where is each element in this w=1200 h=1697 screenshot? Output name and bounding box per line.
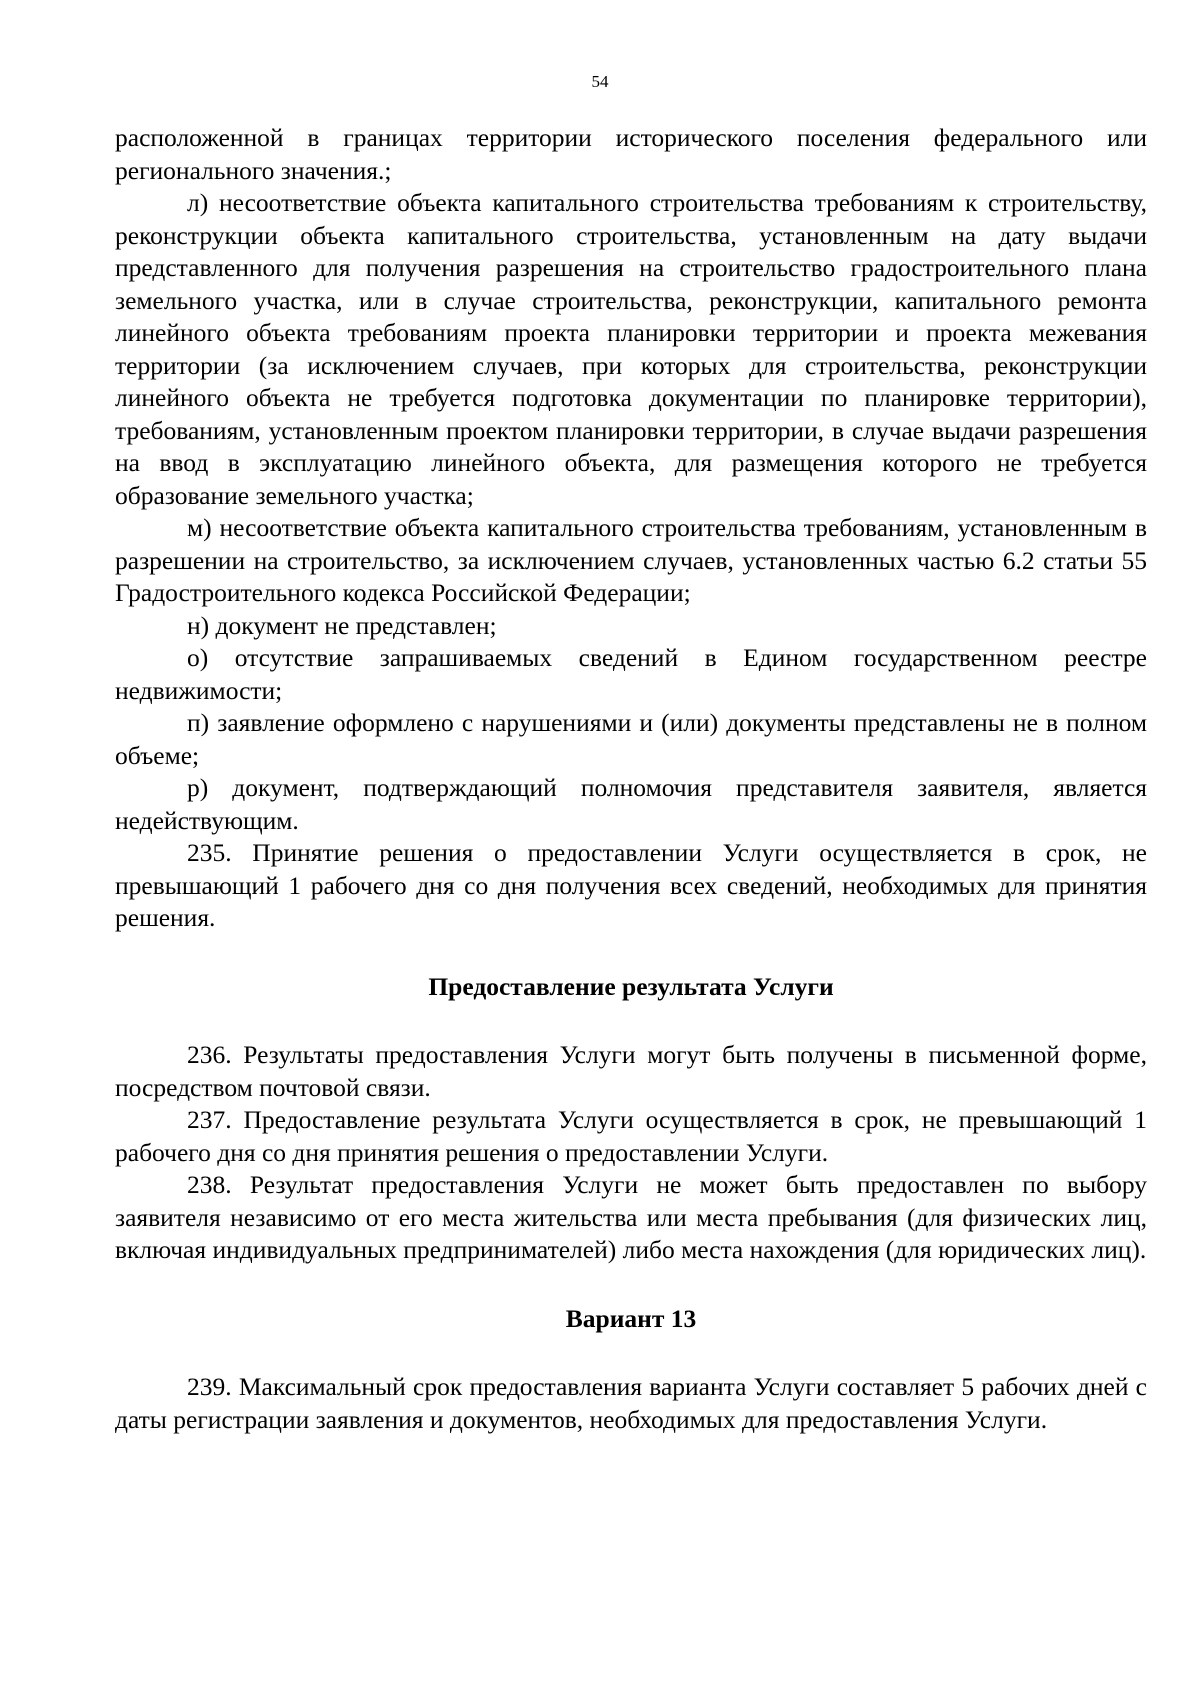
list-item-l: л) несоответствие объекта капитального строительства требованиям к строительству, реконструкции объекта капитального строительства, установленным на дату выдачи представленного для получения разрешения на строительство градостроительного плана земельного участка, или в случае строительства, реконструкции, капитального ремонта линейного объекта требованиям проекта планировки территории и проекта межевания территории (за исключением случаев, при которых для строительства, реконструкции линейного объекта не требуется подготовка документации по планировке территории), требованиям, установленным проектом планировки территории, в случае выдачи разрешения на ввод в эксплуатацию линейного объекта, для размещения которого не требуется образование земельного участка; — [115, 188, 1147, 510]
page-number: 54 — [591, 72, 609, 91]
paragraph-238: 238. Результат предоставления Услуги не может быть предоставлен по выбору заявителя независимо от его места жительства или места пребывания (для физических лиц, включая индивидуальных предпринимателей) либо места нахождения (для юридических лиц). — [115, 1170, 1147, 1264]
paragraph-continuation: расположенной в границах территории исторического поселения федерального или регионального значения.; — [115, 123, 1147, 185]
list-item-m: м) несоответствие объекта капитального строительства требованиям, установленным в разрешении на строительство, за исключением случаев, установленных частью 6.2 статьи 55 Градостроительного кодекса Российской Федерации; — [115, 513, 1147, 607]
document-body — [115, 122, 1147, 1436]
list-item-o: о) отсутствие запрашиваемых сведений в Едином государственном реестре недвижимости; — [115, 643, 1147, 705]
paragraph-236: 236. Результаты предоставления Услуги могут быть получены в письменной форме, посредством почтовой связи. — [115, 1040, 1147, 1102]
paragraph-235: 235. Принятие решения о предоставлении Услуги осуществляется в срок, не превышающий 1 рабочего дня со дня получения всех сведений, необходимых для принятия решения. — [115, 838, 1147, 932]
paragraph-239: 239. Максимальный срок предоставления варианта Услуги составляет 5 рабочих дней с даты регистрации заявления и документов, необходимых для предоставления Услуги. — [115, 1372, 1147, 1434]
list-item-n: н) документ не представлен; — [187, 610, 497, 640]
section-heading-result: Предоставление результата Услуги — [428, 971, 834, 1001]
list-item-p: п) заявление оформлено с нарушениями и (или) документы представлены не в полном объеме; — [115, 708, 1147, 770]
paragraph-237: 237. Предоставление результата Услуги осуществляется в срок, не превышающий 1 рабочего дня со дня принятия решения о предоставлении Услуги. — [115, 1105, 1147, 1167]
list-item-r: р) документ, подтверждающий полномочия представителя заявителя, является недействующим. — [115, 773, 1147, 835]
section-heading-variant: Вариант 13 — [565, 1303, 697, 1333]
